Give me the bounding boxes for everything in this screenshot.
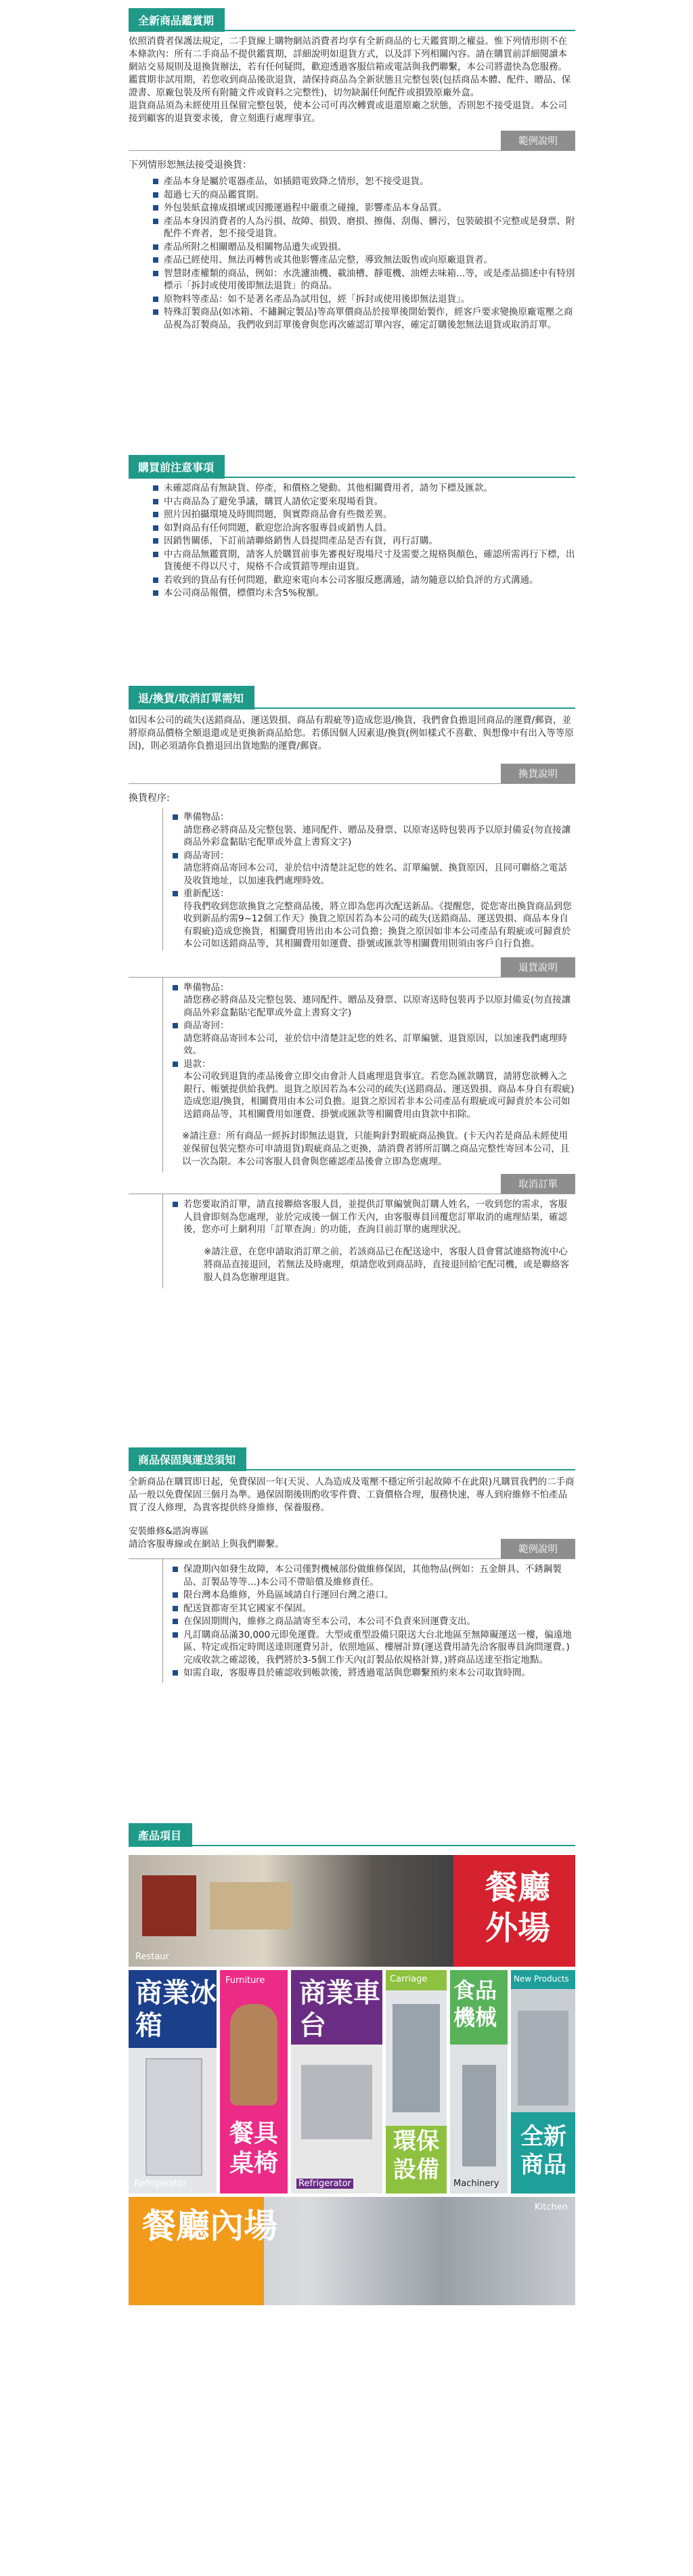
list-item <box>173 1020 575 1057</box>
chair-graphic <box>142 1875 196 1936</box>
section-warranty <box>129 1447 575 1683</box>
list-item: 照片因拍攝環境及時間問題，與實際商品會有些微差異。 <box>153 508 575 521</box>
return-box <box>162 978 575 1173</box>
fridge-graphic <box>146 2058 202 2176</box>
list-item-heading: 重新配送： <box>183 888 229 899</box>
section-appreciation <box>129 8 575 332</box>
tab-label: 取消訂單 <box>501 1174 575 1194</box>
section-header <box>129 455 575 478</box>
list-item: 產品本身因消費者的人為污損、故障、損毀、磨損、擦傷、刮傷、髒污，包裝破損不完整或是發票、附配件不齊者，恕不接受退貨。 <box>153 215 575 240</box>
section-header <box>129 1823 575 1846</box>
exchange-tab <box>129 764 575 784</box>
tile-subtitle: Refrigerator <box>296 2179 353 2189</box>
warranty-intro: 全新商品在購買即日起，免費保固一年(天災、人為造成及電壓不穩定所引起故障不在此限)凡購買我們的二手商品一般以免費保固三個月為準。過保固期後則酌收零件費、工資價格合理，服務快速，專人到府維修不怕產品買了沒人修理，為貴客提供終身維修，保養服務。 <box>129 1477 575 1513</box>
list-item <box>173 850 575 888</box>
list-item: 如對商品有任何問題，歡迎您洽詢客服專員或銷售人員。 <box>153 522 575 535</box>
list-item-body: 請您將商品寄回本公司，並於信中清楚註記您的姓名、訂單編號、換貨原因，且同可聯絡之電話及收貨地址，以加速我們處理時效。 <box>183 863 567 886</box>
tile-subtitle: Kitchen <box>535 2202 568 2212</box>
list-item <box>173 982 575 1020</box>
tile-restaurant-outside[interactable] <box>129 1855 575 1967</box>
exchange-list <box>163 811 575 951</box>
section-header <box>129 686 575 709</box>
tab-label: 換貨說明 <box>501 764 575 783</box>
cancel-tab <box>129 1174 575 1194</box>
tile-subtitle: New Products <box>514 1974 569 1984</box>
intro-text-2: 退貨商品須為未經使用且保留完整包裝，使本公司可再次轉賣或退還原廠之狀態，否則恕不接受退貨。本公司接到顧客的退貨要求後，會立刻進行處理事宜。 <box>129 100 567 124</box>
tile-title: 全新商品 <box>520 2123 566 2179</box>
tab-label: 範例說明 <box>501 131 575 150</box>
section-header <box>129 1447 575 1470</box>
list-item-body: 本公司收到退貨的產品後會立即交由會計人員處理退貨事宜。若您為匯款購買，請將您欲轉入之銀行、帳號提供給我們。退貨之原因若為本公司的疏失(送錯商品、運送毀損、商品本身自有瑕疵)造成您退/換貨，相關費用由本公司負擔。退貨之原因若非本公司產品有瑕疵或可歸責於本公司如送錯商品等，其相關費用如運費、掛號或匯款等相關費用由貨款中扣除。 <box>183 1071 575 1120</box>
tile-furniture[interactable] <box>220 1970 288 2193</box>
cancel-list <box>163 1198 575 1236</box>
notice-list <box>129 482 575 600</box>
procedure-label: 換貨程序: <box>129 793 170 804</box>
list-item: 如需自取，客服專員於確認收到帳款後，將透過電話與您聯繫預約來本公司取貨時間。 <box>173 1667 575 1680</box>
page <box>129 0 575 2576</box>
list-item: 外包裝紙盒撞成損壞或因搬運過程中嚴重之碰撞，影響產品本身品質。 <box>153 202 575 215</box>
list-item: 凡訂購商品滿30,000元即免運費。大型或重型設備只限送大台北地區至無障礙運送一樓，偏遠地區、特定或指定時間送達則運費另計，依照地區、樓層計算(運送費用請先洽客服專員詢問運費。)完成收款之確認後，我們將於3-5個工作天內(訂製品依規格計算，)將商品送達至指定地點。 <box>173 1629 575 1667</box>
section-title: 購買前注意事項 <box>129 455 225 479</box>
tile-subtitle: Restaur <box>135 1952 169 1962</box>
chair-graphic <box>230 2004 277 2105</box>
section-products <box>129 1823 575 1850</box>
intro-text: 依照消費者保護法規定，二手貨線上購物網站消費者均享有全新商品的七天鑑賞期之權益。惟下列情形則不在本條款內：所有二手商品不提供鑑賞期，詳細說明如退貨方式，以及詳下列相關內容。請在購買前詳細閱讀本網站交易規則及退換貨辦法，若有任何疑問，歡迎透過客服信箱或電話與我們聯繫，本公司將盡快為您服務。鑑賞期非試用期，若您收到商品後欲退貨，請保持商品為全新狀態且完整包裝(包括商品本體、配件、贈品、保證書、原廠包裝及所有附隨文件或資料之完整性)，切勿缺漏任何配件或損毀原廠外盒。 <box>129 36 571 98</box>
list-item <box>173 1058 575 1121</box>
tile-title: 食品機械 <box>453 1978 497 2030</box>
list-item-heading: 準備物品： <box>183 812 229 823</box>
tile-subtitle: Machinery <box>453 2179 499 2189</box>
tile-title: 環保設備 <box>393 2128 439 2183</box>
list-item: 產品已經使用、無法再轉售或其他影響產品完整，導致無法販售或向原廠退貨者。 <box>153 254 575 267</box>
cancel-box <box>162 1194 575 1288</box>
return-list <box>163 982 575 1121</box>
warranty-box <box>162 1559 575 1683</box>
list-item <box>173 888 575 951</box>
tile-title: 商業車台 <box>299 1978 380 2041</box>
tile-title: 餐廳外場 <box>485 1869 550 1947</box>
no-return-heading: 下列情形恕無法接受退換貨： <box>129 160 252 171</box>
return-note: ※請注意：所有商品一經拆封即無法退貨，只能夠針對瑕疵商品換貨。(卡天內若是商品未經使用並保留包裝完整亦可申請退貨)瑕疵商品之更換，請消費者將所訂購之商品完整性寄回本公司，且以一次為限。本公司客服人員會與您確認產品後會立即為您處理。 <box>182 1131 570 1167</box>
tile-title: 商業冰箱 <box>135 1978 217 2041</box>
list-item-body: 待我們收到您欲換貨之完整商品後，將立即為您再次配送新品。《提醒您，從您寄出換貨商品到您收到新品約需9~12個工作天》換貨之原因若為本公司的疏失(送錯商品、運送毀損、商品本身自有瑕疵)造成您換貨，相關費用皆出由本公司負擔；換貨之原因如非本公司產品有瑕疵或可歸責於本公司如送錯商品等，其相關費用如運費、掛號或匯款等相關費用則須由客戶自行負擔。 <box>183 900 572 949</box>
tile-subtitle: Refrigerator <box>134 2179 187 2189</box>
exchange-box <box>162 808 575 951</box>
list-item: 特殊訂製商品(如冰箱、不鏽鋼定製品)等高單價商品於接單後開始製作，經客戶要求變換原廠電壓之商品視為訂製商品，我們收到訂單後會與您再次確認訂單內容，確定訂購後恕無法退貨或取消訂單。 <box>153 306 575 331</box>
list-item: 產品本身是屬於電器產品，如插錯電致降之情形，恕不接受退貨。 <box>153 175 575 188</box>
tile-subtitle: Furniture <box>225 1975 265 1986</box>
table-graphic <box>210 1882 291 1929</box>
example-tab <box>129 131 575 151</box>
stove-graphic <box>518 2011 568 2105</box>
list-item: 原物料等產品：如不是著名產品為試用包，經「拆封或使用後即無法退貨」。 <box>153 293 575 306</box>
list-item: 在保固期間內，維修之商品請寄至本公司，本公司不負責來回運費支出。 <box>173 1615 575 1628</box>
list-item: 中古商品為了避免爭議，購買人請依定要來現場看貨。 <box>153 496 575 508</box>
tab-label: 範例說明 <box>501 1539 575 1558</box>
list-item-body: 請您將商品寄回本公司，並於信中清楚註記您的姓名、訂單編號、退貨原因，以加速我們處理時效。 <box>183 1032 567 1056</box>
returns-intro: 如因本公司的疏失(送錯商品、運送毀損、商品有瑕疵等)造成您退/換貨，我們會負擔退回商品的運費/郵資，並將原商品價格全額退還或是更換新商品給您。若係因個人因素退/換貨(例如樣式不喜歡、與想像中有出入等等原因)，則必須請你負擔退回出貨地點的運費/郵資。 <box>129 715 574 751</box>
tile-subtitle: Carriage <box>390 1974 428 1984</box>
tile-commercial-fridge[interactable] <box>129 1970 217 2193</box>
service-line-1: 安裝維修&諮詢專區 <box>129 1526 209 1537</box>
cancel-note: ※請注意，在您申請取消訂單之前，若該商品已在配送途中，客服人員會嘗試連絡物流中心將商品直接退回，若無法及時處理，煩請您收到商品時，直接退回給宅配司機，或是聯絡客服人員為您辦理退貨。 <box>204 1246 569 1283</box>
section-header <box>129 8 575 31</box>
list-item: 智慧財產權類的商品，例如：水洗濾油機、載油槽、靜電機、油煙去味箱…等，或是產品描述中有特別標示「拆封或使用後即無法退貨」的商品。 <box>153 267 575 292</box>
list-item: 未確認商品有無缺貨、停產，和價格之變動。其他相關費用者，請勿下標及匯款。 <box>153 482 575 495</box>
section-title: 產品項目 <box>129 1823 192 1847</box>
list-item: 中古商品無鑑賞期，請客人於購買前事先審視好現場尺寸及需要之規格與顏色，確認所需再行下標，出貨後便不得以尺寸，規格不合或質錯等理由退貨。 <box>153 548 575 573</box>
list-item: 若收到的貨品有任何問題，歡迎來電向本公司客服反應溝通，請勿隨意以給負評的方式溝通。 <box>153 574 575 587</box>
section-returns <box>129 686 575 1288</box>
list-item: 產品所附之相關贈品及相關物品遺失或毀損。 <box>153 241 575 254</box>
no-return-list <box>129 175 575 331</box>
service-line-2: 請洽客服專線或在網站上與我們聯繫。 <box>129 1539 284 1550</box>
tile-title: 餐具桌椅 <box>229 2120 278 2177</box>
section-title: 商品保固與運送須知 <box>129 1447 246 1471</box>
list-item-heading: 退款： <box>183 1058 211 1070</box>
section-before-purchase <box>129 455 575 601</box>
warranty-list <box>163 1563 575 1680</box>
tile-food-machinery[interactable] <box>450 1970 508 2193</box>
tile-kitchen[interactable] <box>129 2197 575 2305</box>
list-item <box>173 811 575 849</box>
tab-label: 退貨說明 <box>501 957 575 977</box>
list-item-heading: 商品寄回： <box>183 850 229 861</box>
list-item: 本公司商品報價，標價均未含5%稅額。 <box>153 587 575 600</box>
list-item: 限台灣本島維修，外島區域請自行運回台灣之港口。 <box>173 1589 575 1602</box>
product-tiles <box>129 1855 575 2573</box>
tile-carriage[interactable] <box>291 1970 382 2193</box>
list-item: 配送貨都寄至其它國家不保固。 <box>173 1602 575 1615</box>
list-item: 若您要取消訂單，請直接聯絡客服人員，並提供訂單編號與訂購人姓名，一收到您的需求，客服人員會即刻為您處理，並於完成後一個工作天內，由客服專員回覆您訂單取消的處理結果，確認後，您亦可上網利用「訂單查詢」的功能，查詢目前訂單的處理狀況。 <box>173 1198 575 1236</box>
hood-graphic <box>393 2004 440 2112</box>
tile-title: 餐廳內場 <box>142 2206 277 2246</box>
list-item-body: 請您務必將商品及完整包裝、連同配件、贈品及發票、以原寄送時包裝再予以原封備妥(勿直接讓商品外彩盒黏貼宅配單或外盒上書寫文字) <box>183 995 571 1018</box>
cart-graphic <box>301 2065 372 2139</box>
list-item: 因銷售關係，下訂前請聯絡銷售人員提問產品是否有貨，再行訂購。 <box>153 535 575 548</box>
tile-eco-equipment[interactable] <box>386 1970 447 2193</box>
machine-graphic <box>462 2065 496 2166</box>
list-item-heading: 準備物品： <box>183 982 229 993</box>
section-title: 退/換貨/取消訂單需知 <box>129 686 254 710</box>
list-item: 保證期內如發生故障，本公司僅對機械部份做維修保固，其他物品(例如：五金餅具、不銹鋼製品、訂製品等等…)本公司不帶賠償及維修責任。 <box>173 1563 575 1588</box>
section-title: 全新商品鑑賞期 <box>129 8 225 32</box>
return-tab <box>129 957 575 978</box>
list-item-heading: 商品寄回： <box>183 1020 229 1031</box>
list-item-body: 請您務必將商品及完整包裝、連同配件、贈品及發票、以原寄送時包裝再予以原封備妥(勿直接讓商品外彩盒黏貼宅配單或外盒上書寫文字) <box>183 824 571 848</box>
tile-new-products[interactable] <box>511 1970 575 2193</box>
list-item: 超過七天的商品鑑賞期。 <box>153 189 575 202</box>
